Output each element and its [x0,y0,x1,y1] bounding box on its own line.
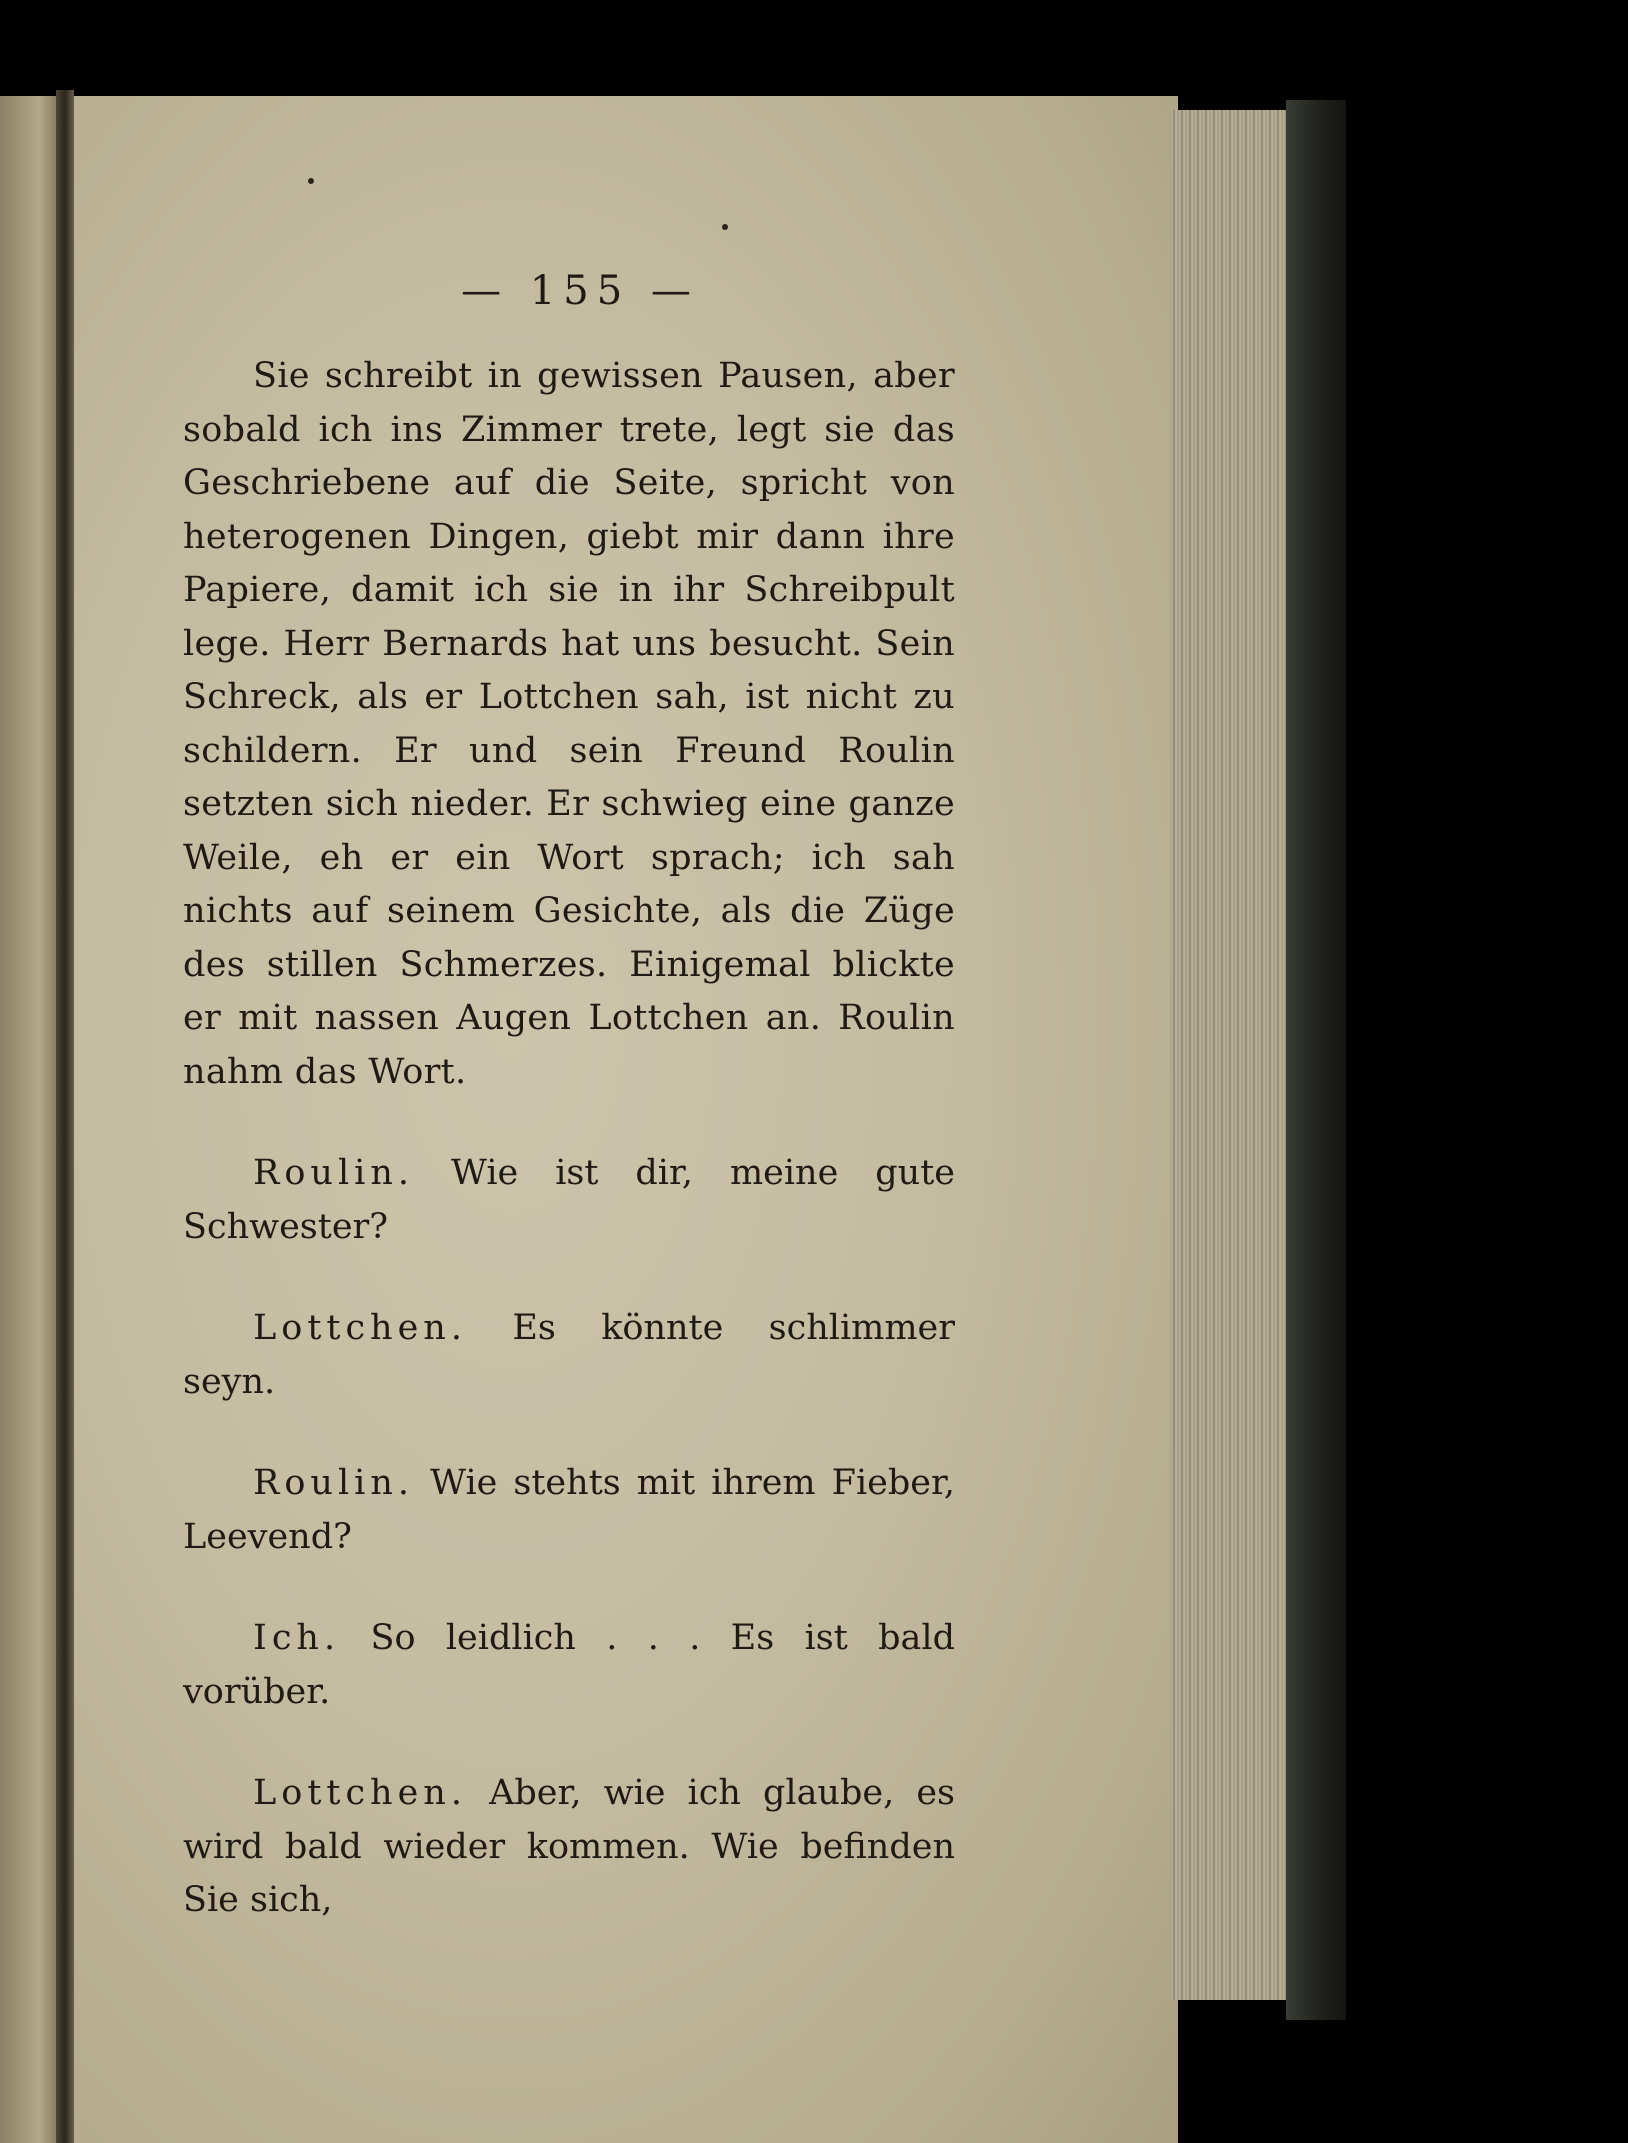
speaker-name: Roulin. [253,1463,415,1503]
dialogue-line [183,1612,955,1719]
page-body [183,350,955,1928]
page-stack-edges [1170,110,1290,2000]
dialogue-line [183,1147,955,1254]
dialogue-text: Wie stehts mit ihrem Fieber, Leevend? [183,1463,955,1557]
speaker-name: Roulin. [253,1153,415,1193]
dialogue-text: Es könnte schlimmer seyn. [183,1308,955,1402]
page-header: — 155 — [461,268,699,314]
dialogue-line [183,1302,955,1409]
book-gutter [56,90,74,2143]
dialogue-line [183,1457,955,1564]
book-cover [1286,100,1346,2020]
speck [308,178,314,184]
speaker-name: Ich. [253,1618,341,1658]
speck [722,224,728,230]
speaker-name: Lottchen. [253,1773,467,1813]
speaker-name: Lottchen. [253,1308,467,1348]
body-paragraph: Sie schreibt in gewissen Pausen, aber sobald ich ins Zimmer trete, legt sie das Geschriebene auf die Seite, spricht von heterogenen Dingen, giebt mir dann ihre Papiere, damit ich sie in ihr Schreibpult lege. Herr Bernards hat uns besucht. Sein Schreck, als er Lottchen sah, ist nicht zu schildern. Er und sein Freund Roulin setzten sich nieder. Er schwieg eine ganze Weile, eh er ein Wort sprach; ich sah nichts auf seinem Gesichte, als die Züge des stillen Schmerzes. Einigemal blickte er mit nassen Augen Lottchen an. Roulin nahm das Wort. [183,356,955,1092]
dialogue-text: Wie ist dir, meine gute Schwester? [183,1153,955,1247]
dialogue-text: Aber, wie ich glaube, es wird bald wieder kommen. Wie befinden Sie sich, [183,1773,955,1920]
dialogue-text: So leidlich . . . Es ist bald vorüber. [183,1618,955,1712]
dialogue-line [183,1767,955,1928]
